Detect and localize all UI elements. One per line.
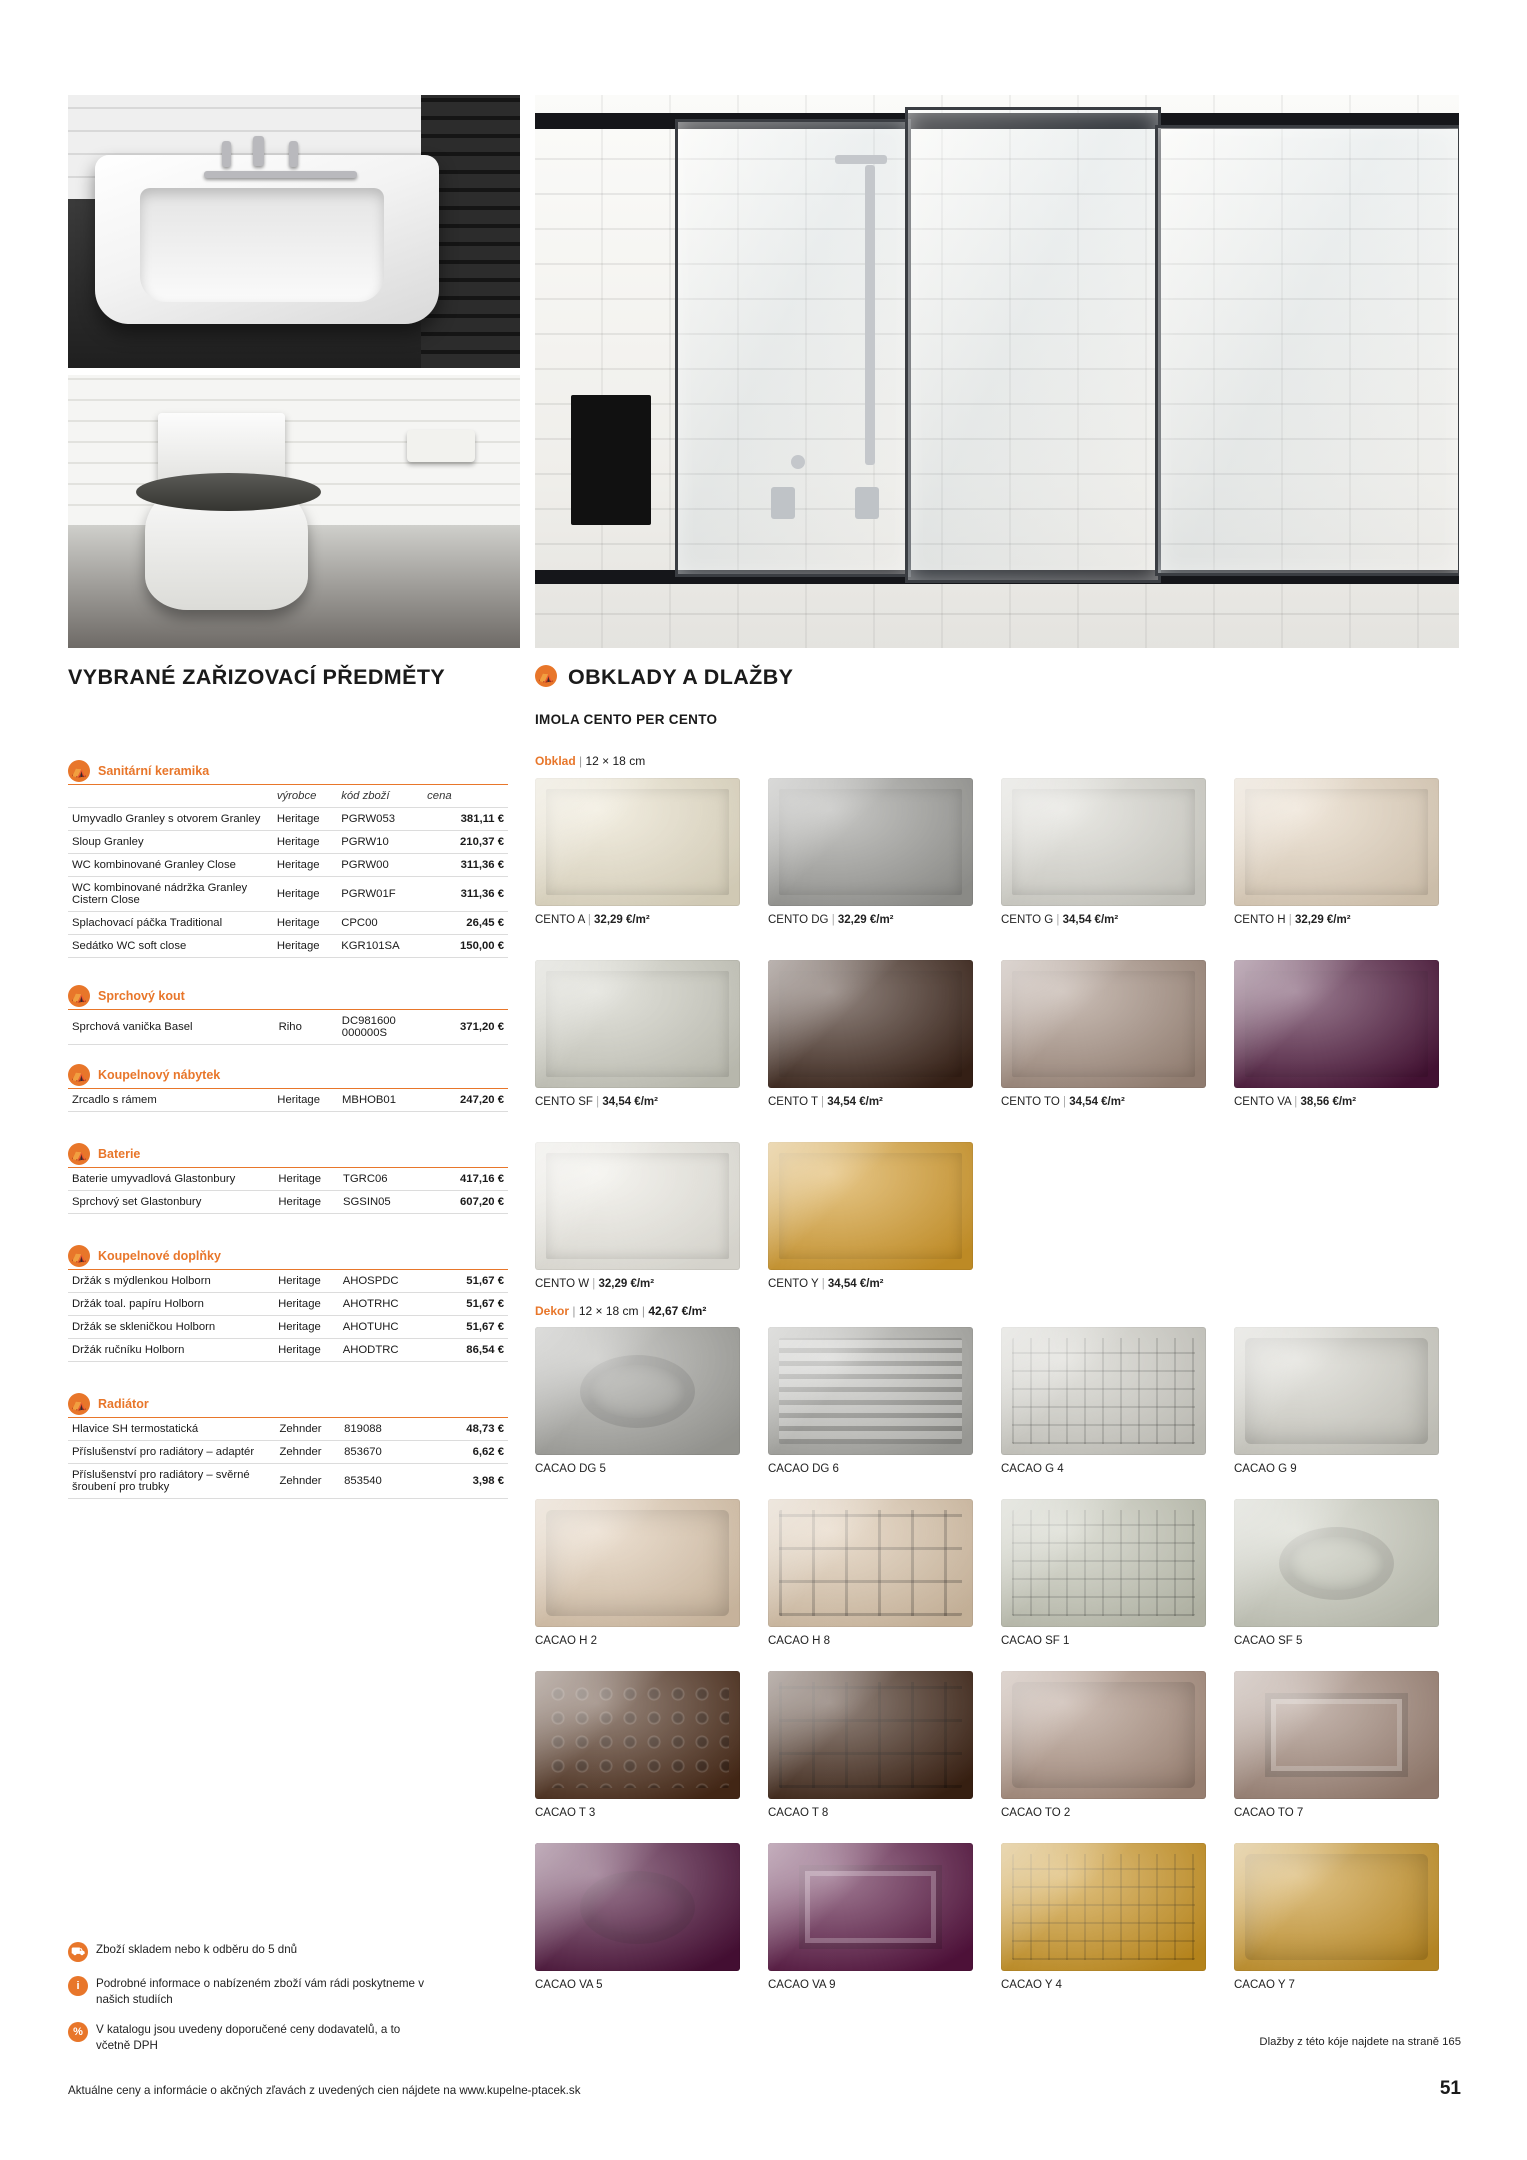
dekor-label: Dekor	[535, 1304, 570, 1318]
cell-code: PGRW053	[337, 808, 421, 831]
tile-name: CENTO T	[768, 1096, 818, 1108]
product-table	[68, 1010, 508, 1045]
cell-maker: Riho	[275, 1010, 338, 1045]
group-header	[68, 983, 508, 1010]
cell-maker: Heritage	[274, 1316, 339, 1339]
group-header	[68, 1391, 508, 1418]
cell-price: 311,36 €	[421, 877, 508, 912]
tile-swatch[interactable]	[768, 1142, 973, 1270]
product-group	[68, 758, 508, 958]
col-name	[68, 785, 273, 808]
tile-swatch[interactable]	[535, 778, 740, 906]
tile-swatch[interactable]	[535, 960, 740, 1088]
tile-swatch[interactable]	[1234, 778, 1439, 906]
tile-name: CENTO Y	[768, 1278, 819, 1290]
cell-maker: Heritage	[274, 1191, 339, 1214]
tile-price: 32,29 €/m²	[598, 1278, 655, 1290]
group-title: Sprchový kout	[98, 989, 185, 1003]
product-table	[68, 1418, 508, 1499]
cell-code: KGR101SA	[337, 935, 421, 958]
tile-caption: CENTO T | 34,54 €/m²	[768, 1096, 883, 1108]
tile-name: CENTO TO	[1001, 1096, 1060, 1108]
tile-caption: CENTO W | 32,29 €/m²	[535, 1278, 655, 1290]
tile-caption: CENTO Y | 34,54 €/m²	[768, 1278, 884, 1290]
shower-enclosure-photo	[535, 95, 1459, 648]
obklad-heading: Obklad | 12 × 18 cm	[535, 754, 646, 768]
tile-price: 38,56 €/m²	[1300, 1096, 1357, 1108]
cell-maker: Heritage	[274, 1270, 339, 1293]
cell-price: 86,54 €	[423, 1339, 508, 1362]
group-header	[68, 1062, 508, 1089]
tile-swatch[interactable]	[768, 778, 973, 906]
decor-tile-swatch[interactable]	[768, 1499, 973, 1627]
tile-caption: CENTO VA | 38,56 €/m²	[1234, 1096, 1357, 1108]
cell-maker: Heritage	[273, 935, 337, 958]
cell-price: 48,73 €	[423, 1418, 508, 1441]
decor-tile-caption: CACAO TO 7	[1234, 1807, 1304, 1819]
tile-price: 34,54 €/m²	[1062, 914, 1119, 926]
cell-price: 6,62 €	[423, 1441, 508, 1464]
decor-tile-caption: CACAO TO 2	[1001, 1807, 1071, 1819]
table-row	[68, 877, 508, 912]
decor-tile-swatch[interactable]	[1001, 1499, 1206, 1627]
cell-name: Zrcadlo s rámem	[68, 1089, 273, 1112]
cell-price: 51,67 €	[423, 1293, 508, 1316]
product-table	[68, 1089, 508, 1112]
cell-maker: Heritage	[273, 831, 337, 854]
product-group	[68, 1062, 508, 1112]
col-code: kód zboží	[337, 785, 421, 808]
cell-maker: Heritage	[274, 1339, 339, 1362]
decor-tile-caption: CACAO T 3	[535, 1807, 596, 1819]
cell-code: PGRW00	[337, 854, 421, 877]
cart-icon: ⛺	[68, 1393, 90, 1415]
dekor-price: 42,67 €/m²	[648, 1304, 707, 1318]
group-title: Koupelnový nábytek	[98, 1068, 221, 1082]
cell-name: Držák ručníku Holborn	[68, 1339, 274, 1362]
decor-tile-swatch[interactable]	[535, 1843, 740, 1971]
obklad-label: Obklad	[535, 754, 576, 768]
decor-tile-caption: CACAO T 8	[768, 1807, 829, 1819]
cell-code: TGRC06	[339, 1168, 422, 1191]
decor-tile-swatch[interactable]	[1001, 1327, 1206, 1455]
decor-tile-caption: CACAO H 2	[535, 1635, 597, 1647]
tile-caption: CENTO A | 32,29 €/m²	[535, 914, 650, 926]
cell-maker: Heritage	[273, 877, 337, 912]
tile-name: CENTO DG	[768, 914, 829, 926]
group-header	[68, 1141, 508, 1168]
tile-swatch[interactable]	[535, 1142, 740, 1270]
cell-name: Sloup Granley	[68, 831, 273, 854]
tile-price: 34,54 €/m²	[1069, 1096, 1125, 1108]
table-row	[68, 1464, 508, 1499]
decor-tile-swatch[interactable]	[535, 1327, 740, 1455]
decor-tile-caption: CACAO Y 4	[1001, 1979, 1062, 1991]
cell-maker: Zehnder	[275, 1418, 340, 1441]
decor-tile-swatch[interactable]	[768, 1327, 973, 1455]
table-row	[68, 1010, 508, 1045]
legend-item	[68, 2022, 468, 2053]
cell-name: Sprchový set Glastonbury	[68, 1191, 274, 1214]
cart-icon: ⛟	[68, 1942, 88, 1962]
decor-tile-caption: CACAO DG 6	[768, 1463, 839, 1475]
decor-tile-caption: CACAO VA 5	[535, 1979, 603, 1991]
decor-tile-caption: CACAO Y 7	[1234, 1979, 1295, 1991]
table-row	[68, 808, 508, 831]
tile-caption: CENTO TO | 34,54 €/m²	[1001, 1096, 1125, 1108]
tile-caption: CENTO SF | 34,54 €/m²	[535, 1096, 658, 1108]
cell-maker: Heritage	[273, 808, 337, 831]
percent-icon: %	[68, 2022, 88, 2042]
cell-code: AHOSPDC	[339, 1270, 423, 1293]
cell-price: 210,37 €	[421, 831, 508, 854]
legend-text: Zboží skladem nebo k odběru do 5 dnů	[96, 1943, 298, 1956]
decor-tile-swatch[interactable]	[1234, 1327, 1439, 1455]
tile-price: 32,29 €/m²	[837, 914, 894, 926]
table-row	[68, 1191, 508, 1214]
legend-item	[68, 1942, 468, 1962]
decor-tile-swatch[interactable]	[768, 1671, 973, 1799]
info-icon: i	[68, 1976, 88, 1996]
cell-code: 853540	[340, 1464, 423, 1499]
cell-maker: Heritage	[274, 1168, 339, 1191]
decor-tile-caption: CACAO SF 5	[1234, 1635, 1303, 1647]
footer-note: Aktuálne ceny a informácie o akčných zľavách z uvedených cien nájdete na www.kupelne-ptacek.sk	[68, 2084, 581, 2097]
product-table	[68, 1270, 508, 1362]
cell-price: 371,20 €	[422, 1010, 508, 1045]
product-group	[68, 1391, 508, 1499]
cell-price: 150,00 €	[421, 935, 508, 958]
decor-tile-swatch[interactable]	[768, 1843, 973, 1971]
cart-icon: ⛺	[68, 1143, 90, 1165]
table-row	[68, 854, 508, 877]
cell-maker: Heritage	[273, 854, 337, 877]
decor-tile-swatch[interactable]	[1001, 1671, 1206, 1799]
cell-name: Příslušenství pro radiátory – adaptér	[68, 1441, 275, 1464]
cell-name: WC kombinované nádržka Granley Cistern Close	[68, 877, 273, 912]
tile-price: 34,54 €/m²	[827, 1096, 883, 1108]
col-maker: výrobce	[273, 785, 337, 808]
cell-maker: Zehnder	[275, 1441, 340, 1464]
tile-price: 32,29 €/m²	[1294, 914, 1351, 926]
decor-tile-swatch[interactable]	[1234, 1671, 1439, 1799]
decor-tile-caption: CACAO SF 1	[1001, 1635, 1070, 1647]
cell-code: 853670	[340, 1441, 423, 1464]
cell-maker: Zehnder	[275, 1464, 340, 1499]
obklad-size: 12 × 18 cm	[585, 754, 646, 768]
cell-code: MBHOB01	[338, 1089, 422, 1112]
decor-tile-caption: CACAO G 4	[1001, 1463, 1064, 1475]
cell-code: AHOTRHC	[339, 1293, 423, 1316]
table-row	[68, 1168, 508, 1191]
tile-caption: CENTO DG | 32,29 €/m²	[768, 914, 894, 926]
product-group	[68, 1141, 508, 1214]
tile-name: CENTO VA	[1234, 1096, 1292, 1108]
decor-tile-caption: CACAO G 9	[1234, 1463, 1297, 1475]
cell-name: Baterie umyvadlová Glastonbury	[68, 1168, 274, 1191]
cart-icon: ⛺	[68, 760, 90, 782]
page-title-right: OBKLADY A DLAŽBY	[568, 665, 794, 689]
page-number: 51	[1439, 2078, 1461, 2099]
cell-code: 819088	[340, 1418, 423, 1441]
cell-maker: Heritage	[274, 1293, 339, 1316]
cell-code: CPC00	[337, 912, 421, 935]
cell-name: Držák s mýdlenkou Holborn	[68, 1270, 274, 1293]
cell-price: 311,36 €	[421, 854, 508, 877]
table-row	[68, 1441, 508, 1464]
group-title: Koupelnové doplňky	[98, 1249, 221, 1263]
decor-tile-swatch[interactable]	[535, 1671, 740, 1799]
brand-label: IMOLA CENTO PER CENTO	[535, 712, 718, 727]
group-title: Sanitární keramika	[98, 764, 210, 778]
decor-tile-caption: CACAO H 8	[768, 1635, 830, 1647]
table-row	[68, 1270, 508, 1293]
cell-code: AHODTRC	[339, 1339, 423, 1362]
decor-tile-swatch[interactable]	[1234, 1499, 1439, 1627]
cell-name: Příslušenství pro radiátory – svěrné šroubení pro trubky	[68, 1464, 275, 1499]
table-row	[68, 935, 508, 958]
tile-price: 34,54 €/m²	[602, 1096, 658, 1108]
decor-tile-swatch[interactable]	[535, 1499, 740, 1627]
tile-price: 32,29 €/m²	[594, 914, 650, 926]
table-row	[68, 912, 508, 935]
cart-icon: ⛺	[68, 1245, 90, 1267]
cell-price: 381,11 €	[421, 808, 508, 831]
cell-name: Splachovací páčka Traditional	[68, 912, 273, 935]
tile-swatch[interactable]	[1001, 960, 1206, 1088]
page-title-left: VYBRANÉ ZAŘIZOVACÍ PŘEDMĚTY	[68, 665, 446, 689]
toilet-photo	[68, 375, 520, 648]
cell-name: Držák toal. papíru Holborn	[68, 1293, 274, 1316]
product-table	[68, 785, 508, 958]
group-header	[68, 758, 508, 785]
col-price: cena	[421, 785, 508, 808]
tile-name: CENTO SF	[535, 1096, 593, 1108]
cell-code: PGRW01F	[337, 877, 421, 912]
cell-name: Sedátko WC soft close	[68, 935, 273, 958]
tile-caption: CENTO H | 32,29 €/m²	[1234, 914, 1351, 926]
tile-swatch[interactable]	[1001, 778, 1206, 906]
cell-price: 247,20 €	[422, 1089, 508, 1112]
product-table	[68, 1168, 508, 1214]
legend-text: Podrobné informace o nabízeném zboží vám rádi poskytneme v našich studiích	[96, 1977, 425, 2006]
cell-name: Sprchová vanička Basel	[68, 1010, 275, 1045]
dekor-size: 12 × 18 cm	[578, 1304, 639, 1318]
cart-icon: ⛺	[535, 665, 557, 687]
cell-maker: Heritage	[273, 1089, 338, 1112]
tile-name: CENTO A	[535, 914, 585, 926]
cart-icon: ⛺	[68, 985, 90, 1007]
cell-code: AHOTUHC	[339, 1316, 423, 1339]
product-group	[68, 1243, 508, 1362]
cell-maker: Heritage	[273, 912, 337, 935]
tile-caption: CENTO G | 34,54 €/m²	[1001, 914, 1119, 926]
tiles-note: Dlažby z této kóje najdete na straně 165	[1259, 2036, 1461, 2048]
cell-price: 51,67 €	[423, 1316, 508, 1339]
cell-name: Umyvadlo Granley s otvorem Granley	[68, 808, 273, 831]
tile-name: CENTO W	[535, 1278, 590, 1290]
table-row	[68, 1339, 508, 1362]
group-title: Radiátor	[98, 1397, 149, 1411]
product-group	[68, 983, 508, 1045]
table-header-row	[68, 785, 508, 808]
tile-name: CENTO H	[1234, 914, 1286, 926]
cart-icon: ⛺	[68, 1064, 90, 1086]
washbasin-photo	[68, 95, 520, 368]
legend-text: V katalogu jsou uvedeny doporučené ceny dodavatelů, a to včetně DPH	[96, 2023, 401, 2052]
decor-tile-swatch[interactable]	[1234, 1843, 1439, 1971]
cell-code: SGSIN05	[339, 1191, 422, 1214]
table-row	[68, 1418, 508, 1441]
cell-price: 51,67 €	[423, 1270, 508, 1293]
cell-name: WC kombinované Granley Close	[68, 854, 273, 877]
table-row	[68, 1316, 508, 1339]
group-header	[68, 1243, 508, 1270]
tile-swatch[interactable]	[1234, 960, 1439, 1088]
tile-price: 34,54 €/m²	[827, 1278, 884, 1290]
tile-swatch[interactable]	[768, 960, 973, 1088]
decor-tile-swatch[interactable]	[1001, 1843, 1206, 1971]
table-row	[68, 1089, 508, 1112]
group-title: Baterie	[98, 1147, 141, 1161]
cell-price: 26,45 €	[421, 912, 508, 935]
decor-tile-caption: CACAO DG 5	[535, 1463, 606, 1475]
cell-price: 607,20 €	[422, 1191, 508, 1214]
dekor-heading: Dekor | 12 × 18 cm | 42,67 €/m²	[535, 1304, 707, 1318]
cell-name: Držák se skleničkou Holborn	[68, 1316, 274, 1339]
tile-name: CENTO G	[1001, 914, 1054, 926]
cell-code: PGRW10	[337, 831, 421, 854]
cell-name: Hlavice SH termostatická	[68, 1418, 275, 1441]
decor-tile-caption: CACAO VA 9	[768, 1979, 836, 1991]
cell-price: 3,98 €	[423, 1464, 508, 1499]
table-row	[68, 1293, 508, 1316]
legend-item	[68, 1976, 468, 2007]
table-row	[68, 831, 508, 854]
cell-price: 417,16 €	[422, 1168, 508, 1191]
cell-code: DC981600 000000S	[338, 1010, 422, 1045]
